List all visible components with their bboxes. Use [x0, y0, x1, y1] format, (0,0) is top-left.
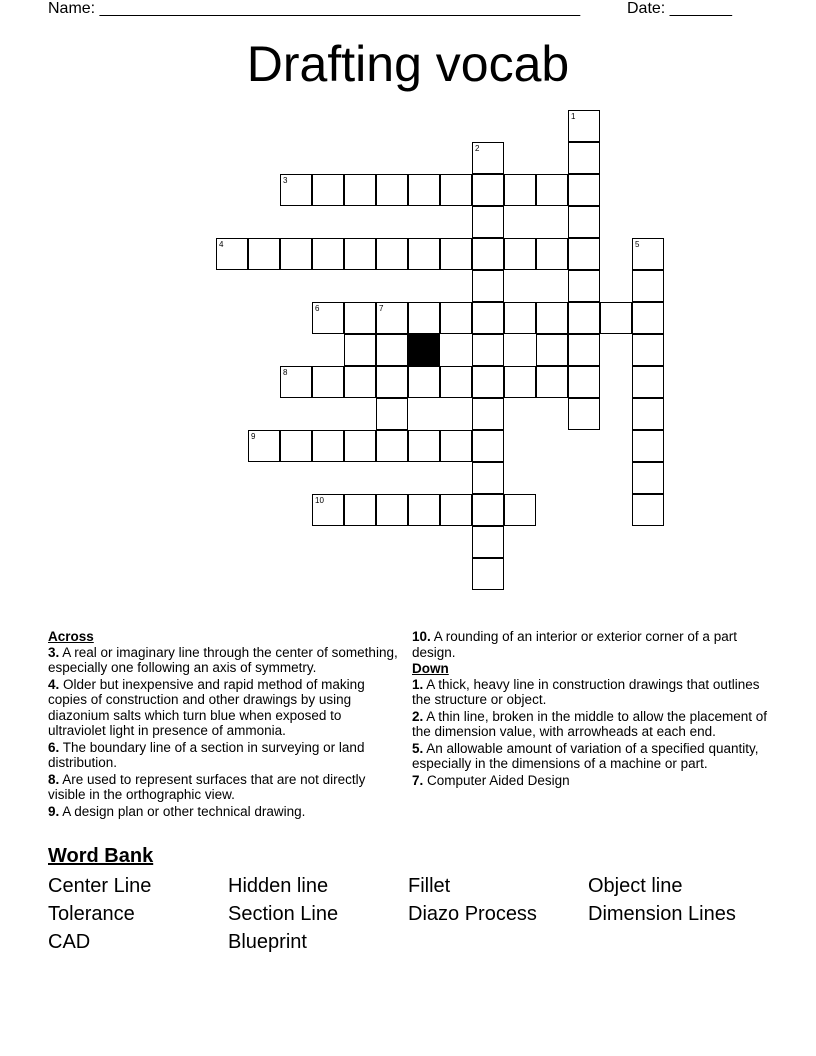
- crossword-cell[interactable]: [472, 334, 504, 366]
- crossword-cell[interactable]: [376, 366, 408, 398]
- crossword-cell[interactable]: [472, 142, 504, 174]
- crossword-cell[interactable]: [472, 462, 504, 494]
- clue-down: [412, 741, 770, 772]
- clues-right-column: [412, 629, 770, 789]
- crossword-cell[interactable]: [536, 238, 568, 270]
- crossword-cell[interactable]: [536, 302, 568, 334]
- crossword-cell[interactable]: [632, 430, 664, 462]
- crossword-cell[interactable]: [312, 430, 344, 462]
- crossword-cell[interactable]: [472, 494, 504, 526]
- crossword-cell[interactable]: [568, 142, 600, 174]
- crossword-cell[interactable]: [504, 366, 536, 398]
- word-bank-item: Diazo Process: [408, 903, 537, 925]
- crossword-cell[interactable]: [344, 366, 376, 398]
- clue-text: A thick, heavy line in construction drawings that outlines the structure or object.: [412, 676, 760, 707]
- crossword-cell[interactable]: [504, 494, 536, 526]
- crossword-cell[interactable]: [344, 174, 376, 206]
- clue-number: 9: [251, 432, 256, 441]
- crossword-cell[interactable]: [568, 270, 600, 302]
- crossword-cell[interactable]: [568, 302, 600, 334]
- clue-number: 8: [283, 368, 288, 377]
- crossword-cell[interactable]: [568, 238, 600, 270]
- clue-across: [48, 677, 402, 739]
- word-bank-item: Hidden line: [228, 875, 329, 897]
- crossword-cell[interactable]: [312, 366, 344, 398]
- crossword-cell[interactable]: [440, 302, 472, 334]
- clue-number: 9.: [48, 803, 60, 819]
- crossword-cell[interactable]: [472, 526, 504, 558]
- clue-text: A thin line, broken in the middle to allow the placement of the dimension value, with arrowheads at each end.: [412, 708, 767, 739]
- word-bank-item: Object line: [588, 875, 683, 897]
- crossword-cell[interactable]: [248, 430, 280, 462]
- word-bank-item: Fillet: [408, 875, 451, 897]
- crossword-cell[interactable]: [280, 174, 312, 206]
- clue-number: 4.: [48, 676, 60, 692]
- word-bank-item: Center Line: [48, 875, 152, 897]
- crossword-cell[interactable]: [472, 238, 504, 270]
- word-bank-item: Dimension Lines: [588, 903, 736, 925]
- clue-number: 7.: [412, 772, 424, 788]
- clue-number: 10.: [412, 629, 431, 644]
- crossword-cell[interactable]: [408, 366, 440, 398]
- crossword-cell[interactable]: [472, 302, 504, 334]
- clue-text: Computer Aided Design: [423, 772, 570, 788]
- crossword-cell[interactable]: [440, 238, 472, 270]
- crossword-cell[interactable]: [504, 174, 536, 206]
- crossword-cell[interactable]: [632, 366, 664, 398]
- clue-across: [412, 629, 770, 660]
- clue-across: [48, 645, 402, 676]
- crossword-cell[interactable]: [344, 238, 376, 270]
- crossword-cell[interactable]: [632, 462, 664, 494]
- crossword-cell[interactable]: [408, 430, 440, 462]
- crossword-cell[interactable]: [504, 302, 536, 334]
- crossword-cell[interactable]: [472, 398, 504, 430]
- word-bank-item: Tolerance: [48, 903, 135, 925]
- crossword-cell[interactable]: [568, 174, 600, 206]
- clue-down: [412, 773, 770, 789]
- clue-text: Are used to represent surfaces that are not directly visible in the orthographic view.: [48, 771, 366, 802]
- clue-across: [48, 804, 402, 820]
- clue-number: 2.: [412, 708, 424, 724]
- crossword-cell[interactable]: [632, 334, 664, 366]
- crossword-cell[interactable]: [568, 334, 600, 366]
- crossword-cell[interactable]: [440, 174, 472, 206]
- crossword-cell[interactable]: [280, 238, 312, 270]
- crossword-cell[interactable]: [376, 334, 408, 366]
- word-bank-item: Blueprint: [228, 931, 307, 953]
- clue-across: [48, 740, 402, 771]
- crossword-cell[interactable]: [536, 174, 568, 206]
- crossword-cell[interactable]: [568, 206, 600, 238]
- crossword-cell[interactable]: [568, 398, 600, 430]
- crossword-cell[interactable]: [312, 494, 344, 526]
- crossword-cell[interactable]: [376, 430, 408, 462]
- crossword-cell[interactable]: [472, 270, 504, 302]
- clue-text: A real or imaginary line through the center of something, especially one following an axis of symmetry.: [48, 644, 398, 675]
- clue-across: [48, 772, 402, 803]
- crossword-cell[interactable]: [408, 494, 440, 526]
- crossword-cell[interactable]: [280, 430, 312, 462]
- crossword-cell[interactable]: [376, 494, 408, 526]
- crossword-cell[interactable]: [248, 238, 280, 270]
- crossword-cell[interactable]: [280, 366, 312, 398]
- crossword-cell[interactable]: [376, 174, 408, 206]
- crossword-cell[interactable]: [408, 302, 440, 334]
- crossword-cell[interactable]: [568, 110, 600, 142]
- crossword-cell[interactable]: [376, 302, 408, 334]
- crossword-cell[interactable]: [440, 494, 472, 526]
- crossword-cell[interactable]: [408, 238, 440, 270]
- crossword-cell[interactable]: [344, 334, 376, 366]
- word-bank-title: Word Bank: [48, 845, 154, 867]
- crossword-cell[interactable]: [312, 238, 344, 270]
- word-bank-item: CAD: [48, 931, 91, 953]
- crossword-cell[interactable]: [472, 558, 504, 590]
- down-heading: Down: [412, 661, 449, 676]
- crossword-cell[interactable]: [632, 270, 664, 302]
- crossword-cell[interactable]: [440, 430, 472, 462]
- clue-number: 3: [283, 176, 288, 185]
- clue-number: 5: [635, 240, 640, 249]
- clue-text: The boundary line of a section in surveying or land distribution.: [48, 739, 365, 770]
- clue-text: A design plan or other technical drawing.: [59, 803, 306, 819]
- crossword-cell[interactable]: [216, 238, 248, 270]
- crossword-cell[interactable]: [472, 430, 504, 462]
- crossword-cell[interactable]: [632, 302, 664, 334]
- clue-number: 6: [315, 304, 320, 313]
- clue-text: Older but inexpensive and rapid method of making copies of construction and other drawings by using diazonium salts which turn blue when exposed to ultraviolet light in presence of ammonia.: [48, 676, 365, 738]
- crossword-cell[interactable]: [536, 334, 568, 366]
- crossword-cell[interactable]: [344, 302, 376, 334]
- crossword-cell[interactable]: [344, 430, 376, 462]
- clue-text: A rounding of an interior or exterior corner of a part design.: [412, 629, 737, 660]
- clue-number: 1.: [412, 676, 424, 692]
- clue-down: [412, 709, 770, 740]
- crossword-cell[interactable]: [408, 174, 440, 206]
- clue-number: 2: [475, 144, 480, 153]
- crossword-cell[interactable]: [600, 302, 632, 334]
- crossword-cell[interactable]: [312, 174, 344, 206]
- crossword-cell[interactable]: [632, 398, 664, 430]
- clue-text: An allowable amount of variation of a specified quantity, especially in the dimensions of a machine or part.: [412, 740, 759, 771]
- crossword-cell[interactable]: [568, 366, 600, 398]
- name-field-label[interactable]: Name: ______________________________________________________: [48, 0, 581, 17]
- clue-number: 8.: [48, 771, 60, 787]
- crossword-cell[interactable]: [440, 366, 472, 398]
- crossword-cell[interactable]: [536, 366, 568, 398]
- crossword-cell[interactable]: [472, 366, 504, 398]
- clue-down: [412, 677, 770, 708]
- crossword-cell[interactable]: [472, 206, 504, 238]
- crossword-cell[interactable]: [504, 238, 536, 270]
- clues-left-column: [48, 629, 402, 820]
- crossword-cell[interactable]: [632, 494, 664, 526]
- clue-number: 3.: [48, 644, 60, 660]
- date-field-label[interactable]: Date: _______: [627, 0, 732, 17]
- crossword-cell[interactable]: [632, 238, 664, 270]
- clue-number: 4: [219, 240, 224, 249]
- clue-number: 1: [571, 112, 576, 121]
- clue-number: 5.: [412, 740, 424, 756]
- crossword-cell[interactable]: [472, 174, 504, 206]
- crossword-cell[interactable]: [376, 238, 408, 270]
- crossword-cell[interactable]: [312, 302, 344, 334]
- clue-number: 7: [379, 304, 384, 313]
- crossword-cell[interactable]: [344, 494, 376, 526]
- clue-number: 10: [315, 496, 324, 505]
- page-title: Drafting vocab: [246, 36, 570, 92]
- crossword-block: [408, 334, 440, 366]
- across-heading: Across: [48, 629, 94, 644]
- crossword-cell[interactable]: [376, 398, 408, 430]
- clue-number: 6.: [48, 739, 60, 755]
- word-bank-item: Section Line: [228, 903, 339, 925]
